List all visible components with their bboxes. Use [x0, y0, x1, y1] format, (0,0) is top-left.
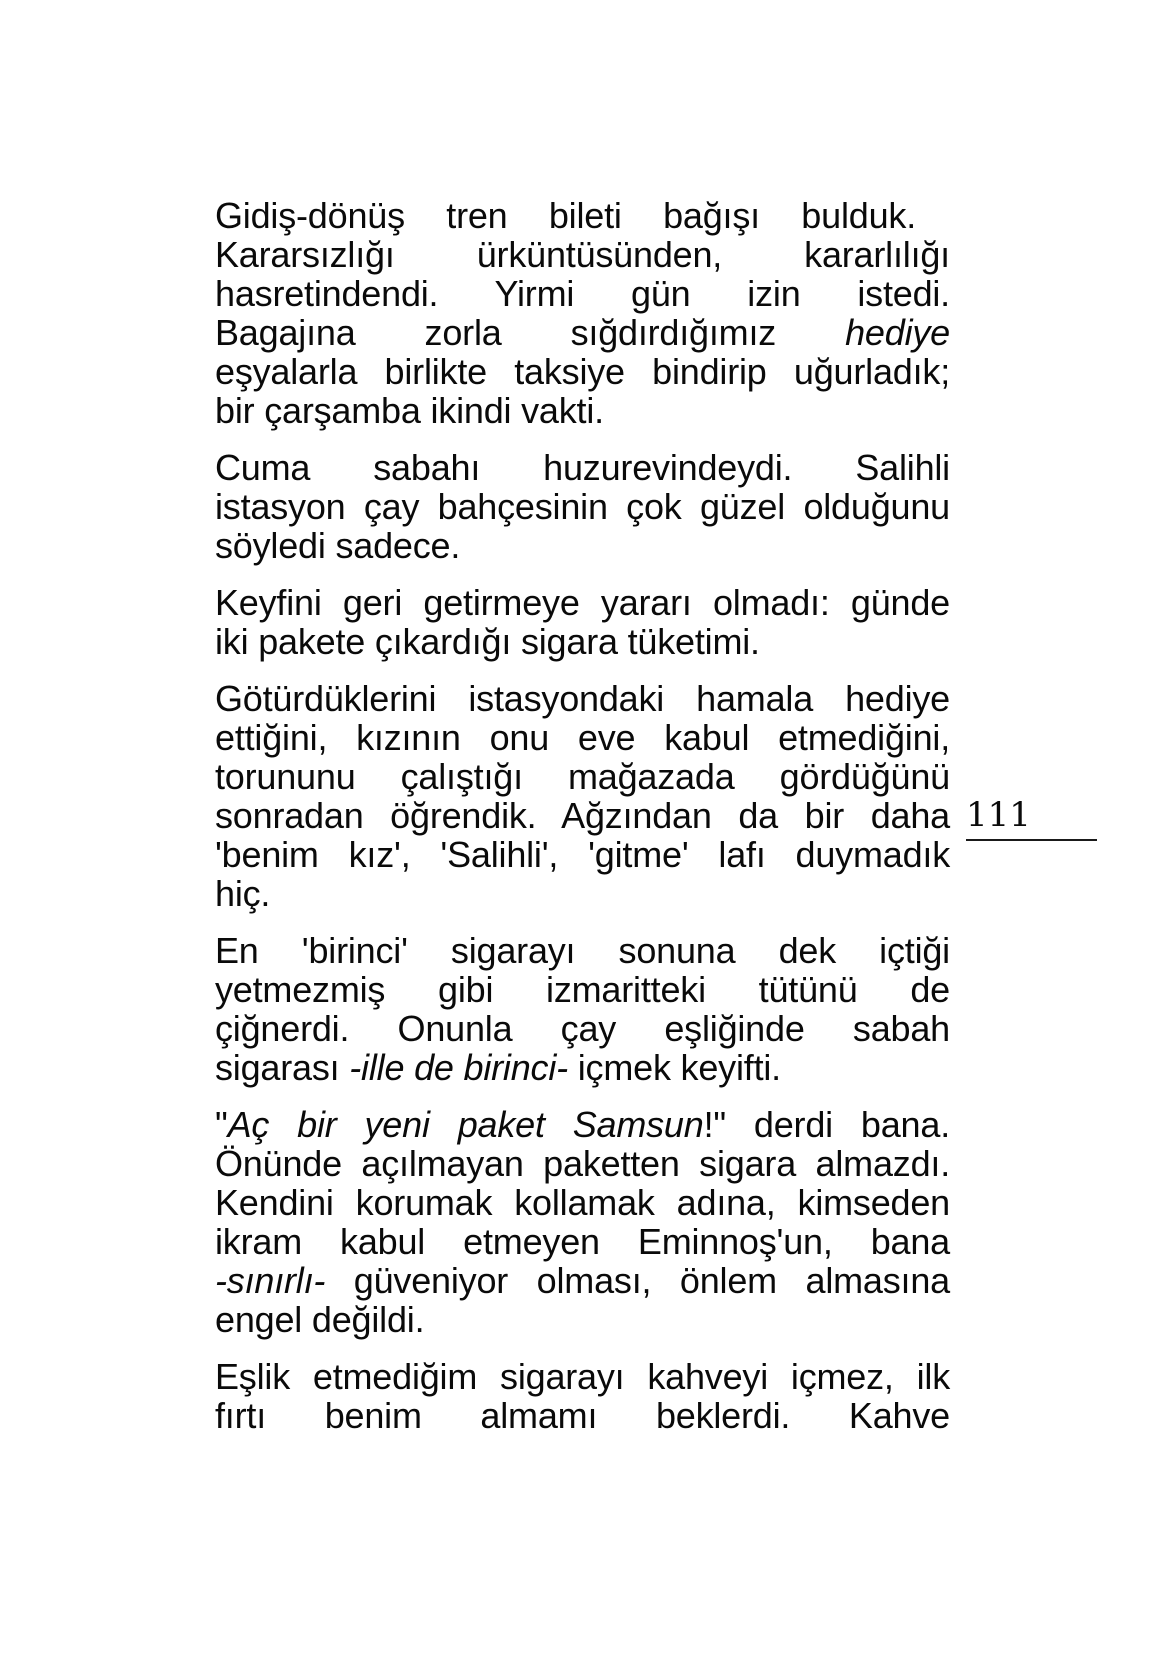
text-line [215, 1300, 950, 1339]
italic-text-segment: Aç bir yeni paket Samsun [227, 1104, 704, 1145]
text-segment: iki pakete çıkardığı sigara tüketimi. [215, 621, 760, 662]
paragraph [215, 679, 950, 913]
paragraph [215, 931, 950, 1087]
text-line [215, 235, 950, 274]
text-line [215, 718, 950, 757]
text-segment: eşyalarla birlikte taksiye bindirip uğurladık; [215, 351, 950, 392]
text-line [215, 679, 950, 718]
text-segment: " [215, 1104, 228, 1145]
text-segment: Eşlik etmediğim sigarayı kahveyi içmez, ilk [215, 1356, 950, 1397]
italic-text-segment: hediye [845, 312, 950, 353]
text-segment: !" derdi bana. [703, 1104, 950, 1145]
text-line [215, 1183, 950, 1222]
page-number: 111 [966, 795, 1031, 835]
text-line [215, 583, 950, 622]
paragraph [215, 448, 950, 565]
paragraph [215, 1357, 950, 1435]
text-segment: ettiğini, kızının onu eve kabul etmediğini, [215, 717, 950, 758]
text-line [215, 1048, 950, 1087]
text-line [215, 835, 950, 874]
paragraph [215, 1105, 950, 1339]
text-line [215, 874, 950, 913]
text-segment: engel değildi. [215, 1299, 425, 1340]
text-line [215, 1396, 950, 1435]
text-line [215, 1144, 950, 1183]
text-line [215, 526, 950, 565]
text-segment: Kendini korumak kollamak adına, kimseden [215, 1182, 950, 1223]
text-line [215, 352, 950, 391]
text-line [215, 487, 950, 526]
text-segment: Önünde açılmayan paketten sigara almazdı. [215, 1143, 950, 1184]
text-line [215, 622, 950, 661]
text-line [215, 1009, 950, 1048]
text-segment: sonradan öğrendik. Ağzından da bir daha [215, 795, 950, 836]
text-segment: hiç. [215, 873, 271, 914]
text-segment: Kararsızlığı ürküntüsünden, kararlılığı [215, 234, 950, 275]
text-segment: Götürdüklerini istasyondaki hamala hediye [215, 678, 950, 719]
italic-text-segment: -sınırlı- [215, 1260, 326, 1301]
text-line [215, 448, 950, 487]
text-segment: torununu çalıştığı mağazada gördüğünü [215, 756, 950, 797]
text-segment: söyledi sadece. [215, 525, 461, 566]
text-segment: içmek keyifti. [567, 1047, 781, 1088]
text-line [215, 274, 950, 313]
text-segment: hasretindendi. Yirmi gün izin istedi. [215, 273, 950, 314]
text-segment: Bagajına zorla sığdırdığımız [215, 312, 846, 353]
text-segment: istasyon çay bahçesinin çok güzel olduğunu [215, 486, 950, 527]
text-segment: En 'birinci' sigarayı sonuna dek içtiği [215, 930, 950, 971]
text-segment: Cuma sabahı huzurevindeydi. Salihli [215, 447, 950, 488]
text-line [215, 1357, 950, 1396]
text-line [215, 970, 950, 1009]
paragraph [215, 583, 950, 661]
text-segment: ikram kabul etmeyen Eminnoş'un, bana [215, 1221, 950, 1262]
text-segment: çiğnerdi. Onunla çay eşliğinde sabah [215, 1008, 950, 1049]
text-segment: yetmezmiş gibi izmaritteki tütünü de [215, 969, 950, 1010]
text-segment: sigarası [215, 1047, 350, 1088]
text-line [215, 1105, 950, 1144]
text-line [215, 391, 950, 430]
text-segment: 'benim kız', 'Salihli', 'gitme' lafı duymadık [215, 834, 950, 875]
text-line [215, 196, 950, 235]
text-line [215, 931, 950, 970]
text-segment: güveniyor olması, önlem almasına [325, 1260, 950, 1301]
text-segment: fırtı benim almamı beklerdi. Kahve [215, 1395, 950, 1436]
body-text [215, 196, 950, 1453]
page-number-rule [966, 839, 1097, 841]
text-line [215, 1222, 950, 1261]
italic-text-segment: -ille de birinci- [349, 1047, 568, 1088]
text-segment: Gidiş-dönüş tren bileti bağışı bulduk. [215, 195, 916, 236]
text-segment: Keyfini geri getirmeye yararı olmadı: günde [215, 582, 950, 623]
paragraph [215, 196, 950, 430]
text-line [215, 796, 950, 835]
text-segment: bir çarşamba ikindi vakti. [215, 390, 604, 431]
text-line [215, 1261, 950, 1300]
text-line [215, 757, 950, 796]
text-line [215, 313, 950, 352]
